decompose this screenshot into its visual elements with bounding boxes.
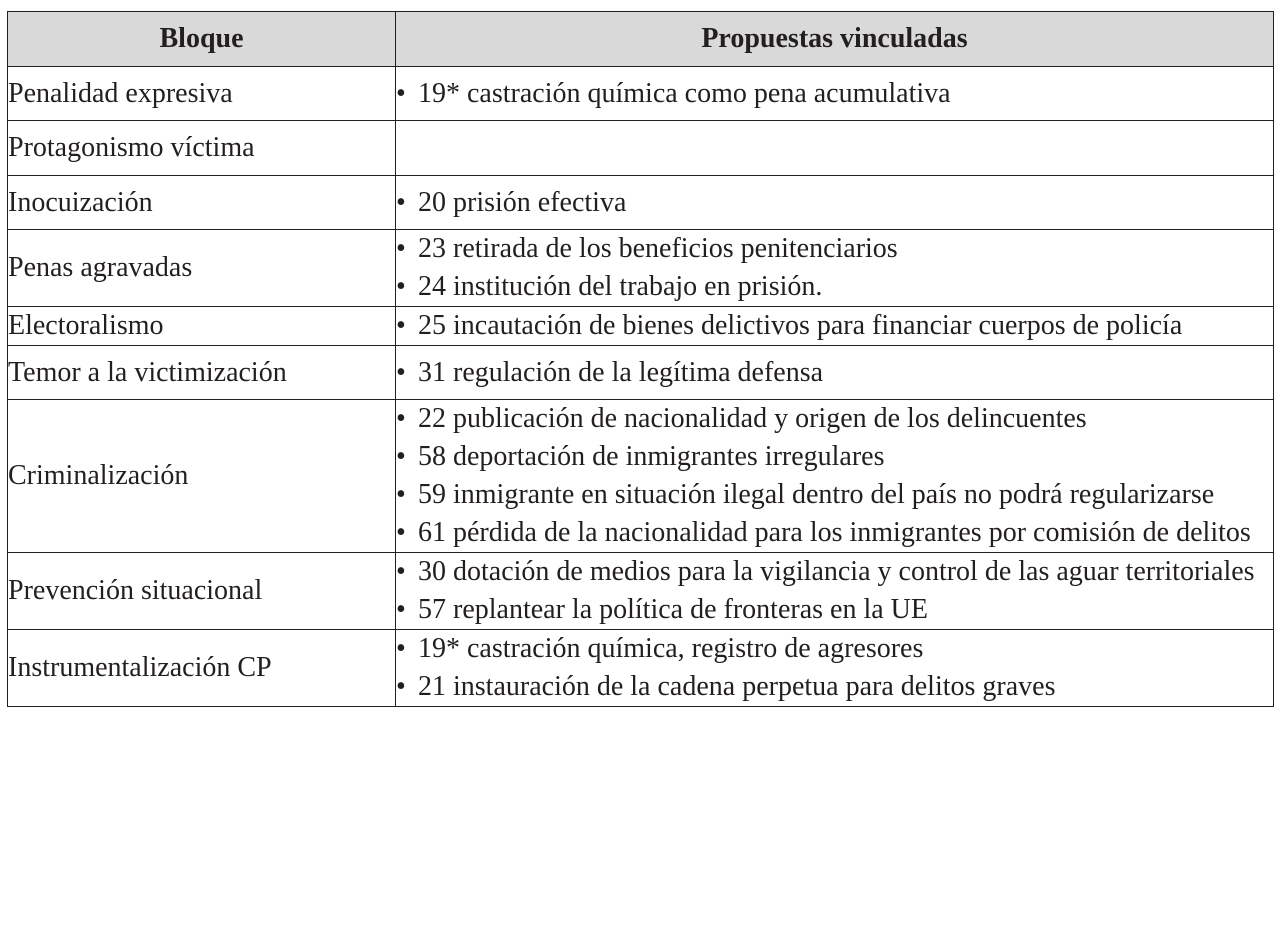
- bullet-icon: •: [396, 310, 406, 341]
- proposal-text: 58 deportación de inmigrantes irregulares: [418, 441, 885, 472]
- proposal-item: [396, 630, 1273, 668]
- table-row: [8, 307, 1274, 346]
- proposal-item: [396, 230, 1273, 268]
- proposal-text: 61 pérdida de la nacionalidad para los inmigrantes por comisión de delitos: [418, 517, 1251, 548]
- bullet-icon: •: [396, 671, 406, 702]
- proposal-text: 21 instauración de la cadena perpetua para delitos graves: [418, 671, 1056, 702]
- cell-bloque: Electoralismo: [8, 307, 396, 346]
- bullet-icon: •: [396, 633, 406, 664]
- proposal-item: [396, 591, 1273, 629]
- bullet-icon: •: [396, 77, 406, 109]
- proposal-list: [396, 184, 1273, 222]
- cell-propuestas: [396, 176, 1274, 230]
- proposal-item: [396, 354, 1273, 392]
- proposal-list: [396, 307, 1273, 345]
- table-row: [8, 176, 1274, 230]
- proposal-list: [396, 75, 1273, 113]
- proposal-text: 19* castración química, registro de agresores: [418, 633, 924, 664]
- header-bloque: Bloque: [8, 12, 396, 67]
- proposal-item: [396, 75, 1273, 113]
- cell-bloque: Criminalización: [8, 400, 396, 553]
- cell-bloque: Inocuización: [8, 176, 396, 230]
- bullet-icon: •: [396, 594, 406, 625]
- proposal-item: [396, 668, 1273, 706]
- cell-propuestas: [396, 400, 1274, 553]
- proposal-text: 24 institución del trabajo en prisión.: [418, 271, 823, 302]
- proposal-item: [396, 307, 1273, 345]
- table-row: [8, 230, 1274, 307]
- cell-bloque: Temor a la victimización: [8, 346, 396, 400]
- proposal-item: [396, 438, 1273, 476]
- cell-bloque: Instrumentalización CP: [8, 630, 396, 707]
- header-propuestas: Propuestas vinculadas: [396, 12, 1274, 67]
- bullet-icon: •: [396, 517, 406, 548]
- proposal-list: [396, 400, 1273, 552]
- header-row: [8, 12, 1274, 67]
- table-row: [8, 346, 1274, 400]
- bullet-icon: •: [396, 271, 406, 302]
- table-row: [8, 630, 1274, 707]
- cell-propuestas: [396, 346, 1274, 400]
- cell-bloque: Penalidad expresiva: [8, 67, 396, 121]
- table-row: [8, 553, 1274, 630]
- proposal-item: [396, 476, 1273, 514]
- bullet-icon: •: [396, 441, 406, 472]
- proposal-item: [396, 400, 1273, 438]
- cell-propuestas: [396, 307, 1274, 346]
- cell-bloque: Penas agravadas: [8, 230, 396, 307]
- cell-propuestas: [396, 553, 1274, 630]
- proposal-text: 19* castración química como pena acumulativa: [418, 77, 951, 109]
- table-row: [8, 67, 1274, 121]
- cell-propuestas: [396, 67, 1274, 121]
- proposal-text: 59 inmigrante en situación ilegal dentro del país no podrá regularizarse: [418, 479, 1215, 510]
- proposal-text: 25 incautación de bienes delictivos para financiar cuerpos de policía: [418, 310, 1183, 341]
- cell-propuestas: [396, 121, 1274, 176]
- proposal-text: 22 publicación de nacionalidad y origen de los delincuentes: [418, 403, 1087, 434]
- bullet-icon: •: [396, 233, 406, 264]
- proposal-text: 23 retirada de los beneficios penitenciarios: [418, 233, 898, 264]
- table-row: [8, 121, 1274, 176]
- bullet-icon: •: [396, 556, 406, 587]
- cell-bloque: Prevención situacional: [8, 553, 396, 630]
- proposal-list: [396, 354, 1273, 392]
- proposal-list: [396, 230, 1273, 306]
- table-header: [8, 12, 1274, 67]
- table-row: [8, 400, 1274, 553]
- bullet-icon: •: [396, 356, 406, 388]
- proposal-list: [396, 630, 1273, 706]
- bullet-icon: •: [396, 186, 406, 218]
- proposal-text: 57 replantear la política de fronteras en la UE: [418, 594, 928, 625]
- proposal-text: 31 regulación de la legítima defensa: [418, 356, 824, 388]
- cell-bloque: Protagonismo víctima: [8, 121, 396, 176]
- proposal-list: [396, 553, 1273, 629]
- proposal-text: 30 dotación de medios para la vigilancia y control de las aguar territoriales: [418, 556, 1255, 587]
- proposal-item: [396, 514, 1273, 552]
- bullet-icon: •: [396, 479, 406, 510]
- cell-propuestas: [396, 630, 1274, 707]
- cell-propuestas: [396, 230, 1274, 307]
- proposal-text: 20 prisión efectiva: [418, 186, 627, 218]
- proposal-item: [396, 184, 1273, 222]
- table-body: [8, 67, 1274, 707]
- proposals-table: [7, 11, 1274, 707]
- proposal-item: [396, 268, 1273, 306]
- proposal-item: [396, 553, 1273, 591]
- bullet-icon: •: [396, 403, 406, 434]
